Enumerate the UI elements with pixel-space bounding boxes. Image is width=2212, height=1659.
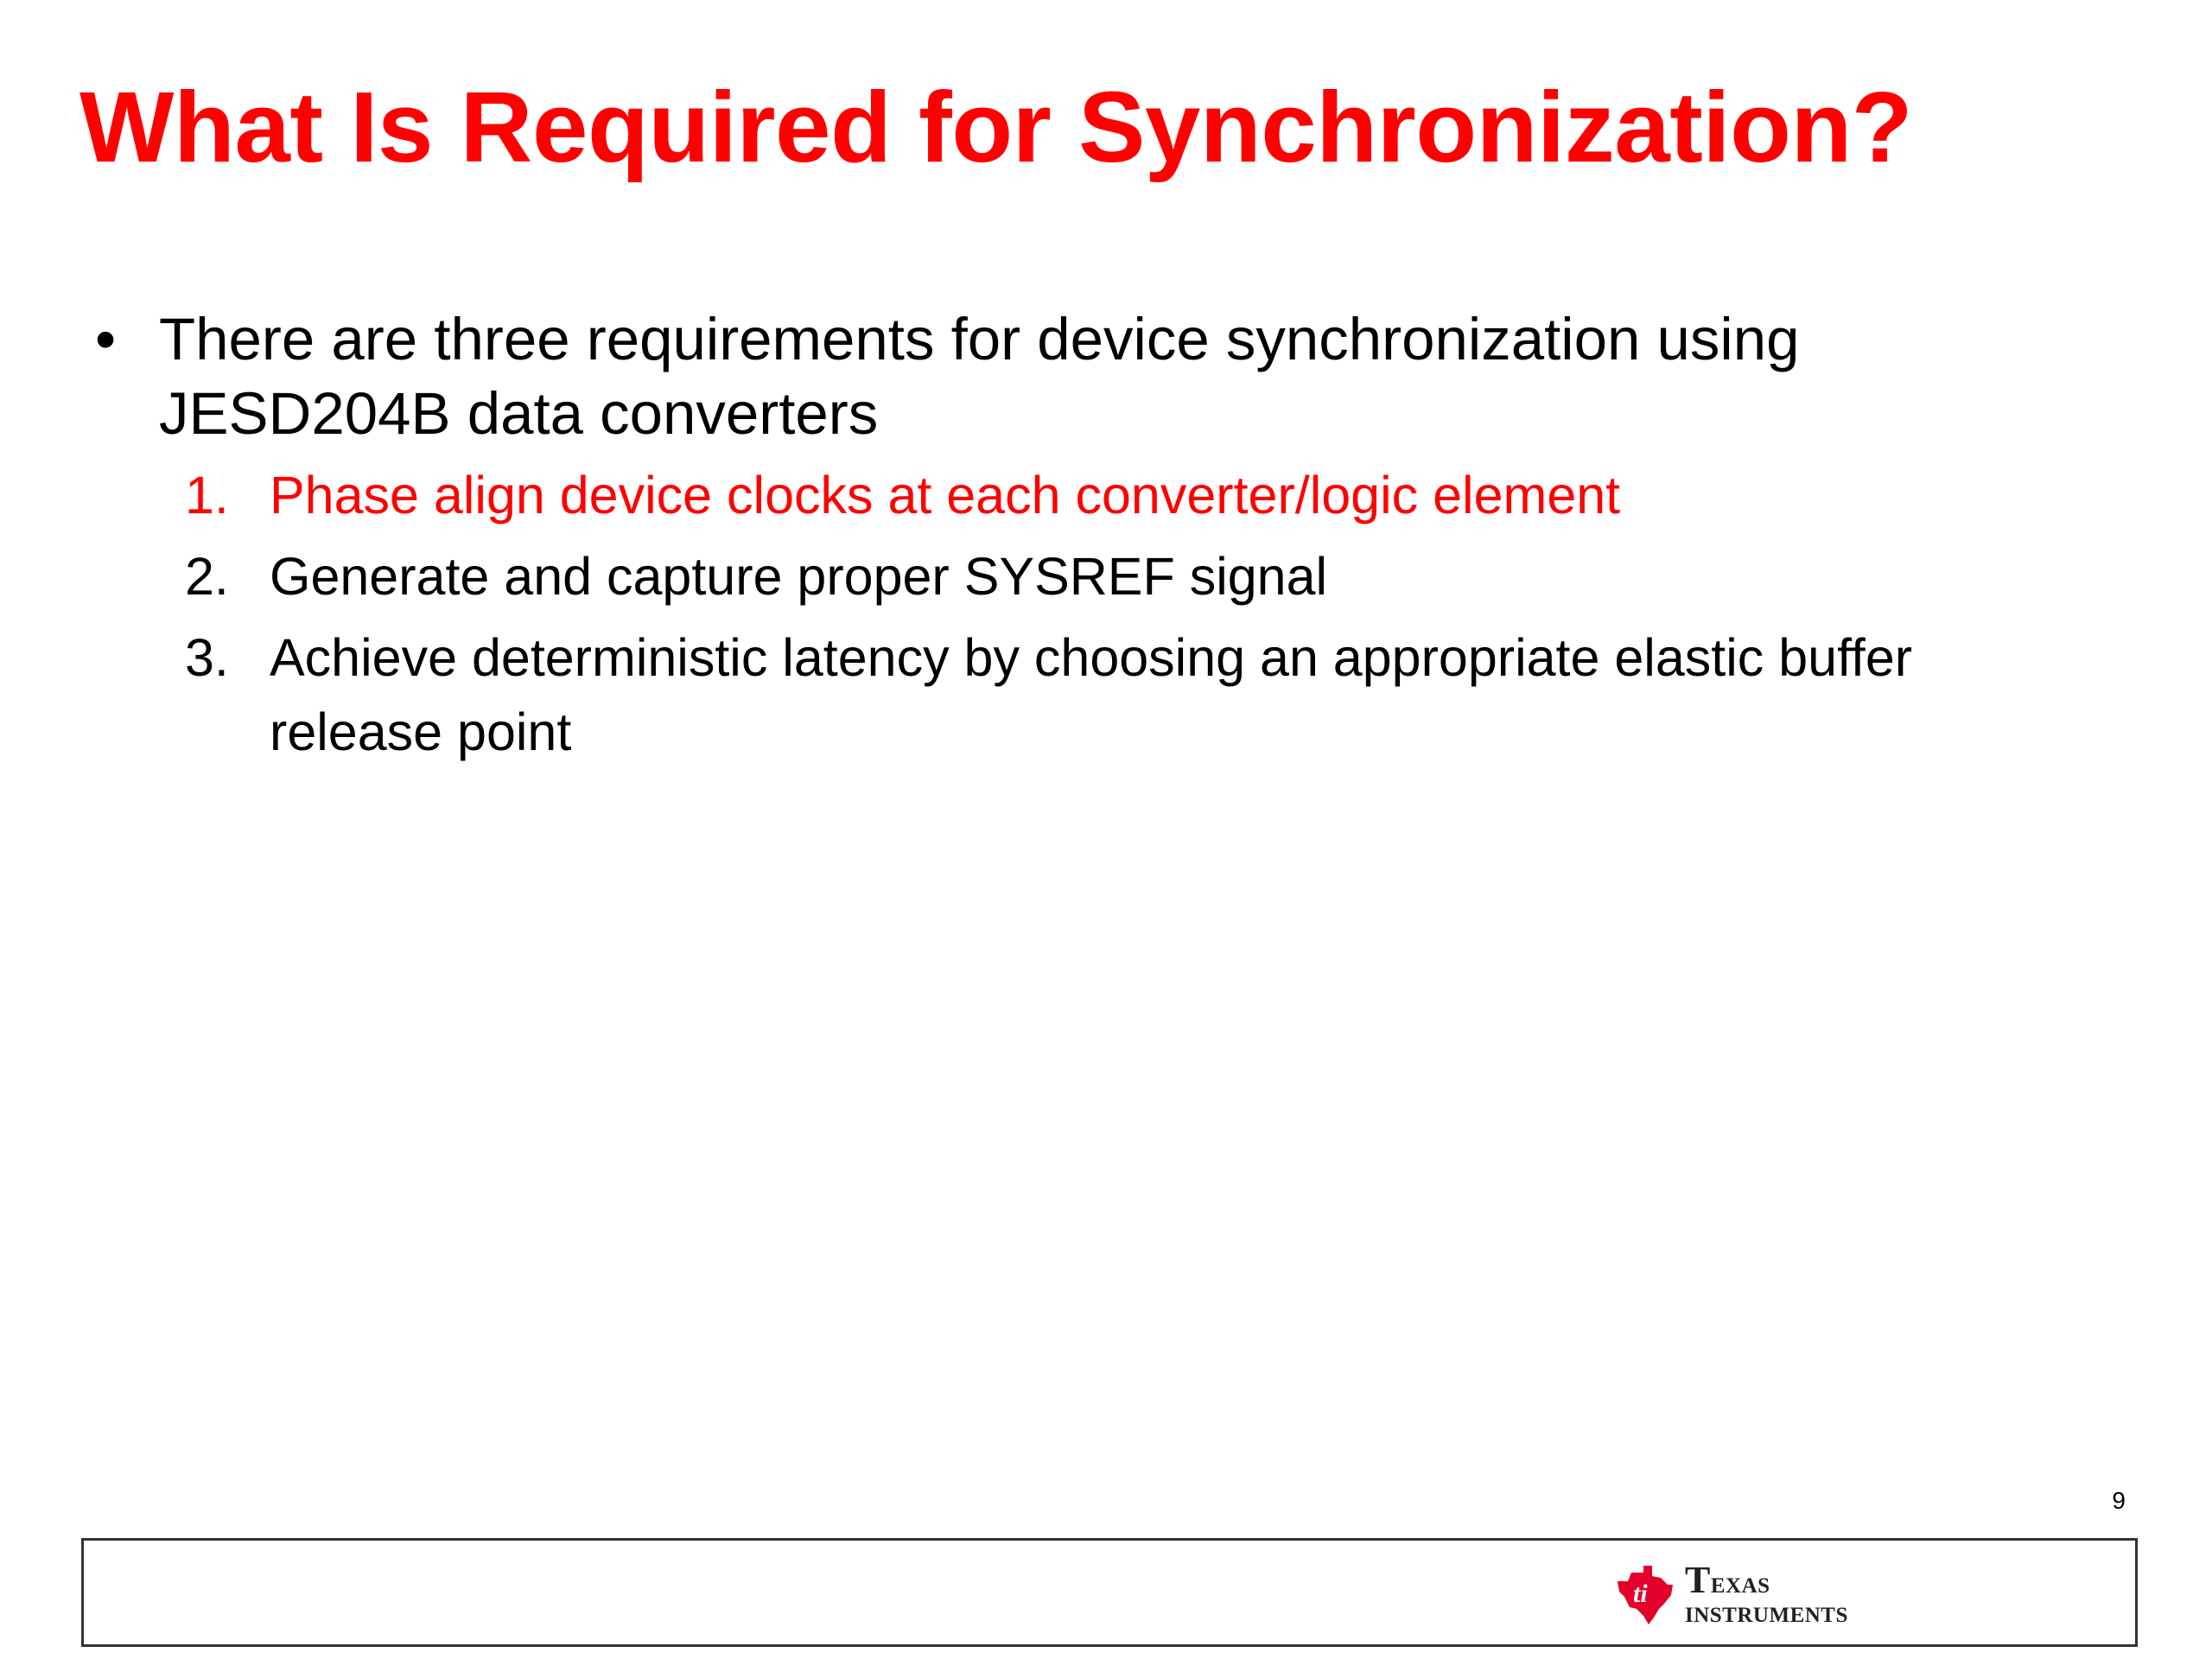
texas-instruments-logo	[1614, 1559, 1908, 1629]
bullet-icon: •	[95, 306, 117, 372]
bullet-text-line-1: There are three requirements for device synchronization using	[159, 306, 1800, 372]
requirement-text: Generate and capture proper SYSREF signal	[270, 547, 1328, 606]
main-bullet	[95, 302, 2082, 451]
slide-title: What Is Required for Synchronization?	[79, 71, 1913, 183]
content-body	[95, 302, 2082, 776]
requirement-text-continued: release point	[270, 702, 572, 761]
bullet-text-line-2: JESD204B data converters	[159, 380, 879, 447]
logo-word-2: instruments	[1685, 1594, 1848, 1629]
requirement-item-1	[185, 458, 2082, 532]
svg-text:ti: ti	[1633, 1580, 1648, 1608]
logo-word-1: exas	[1710, 1565, 1770, 1599]
requirement-item-2	[185, 539, 2082, 613]
requirement-text: Achieve deterministic latency by choosing an appropriate elastic buffer	[270, 628, 1913, 687]
requirement-text: Phase align device clocks at each converter/logic element	[270, 466, 1621, 524]
requirement-number: 3.	[185, 628, 229, 687]
logo-text-texas: Texas	[1685, 1559, 1770, 1601]
requirements-list	[185, 458, 2082, 769]
ti-state-icon	[1614, 1564, 1676, 1626]
requirement-item-3	[185, 620, 2082, 769]
logo-text-instruments	[1685, 1595, 1848, 1628]
page-number: 9	[2112, 1487, 2126, 1514]
requirement-number: 1.	[185, 466, 229, 524]
requirement-number: 2.	[185, 547, 229, 606]
